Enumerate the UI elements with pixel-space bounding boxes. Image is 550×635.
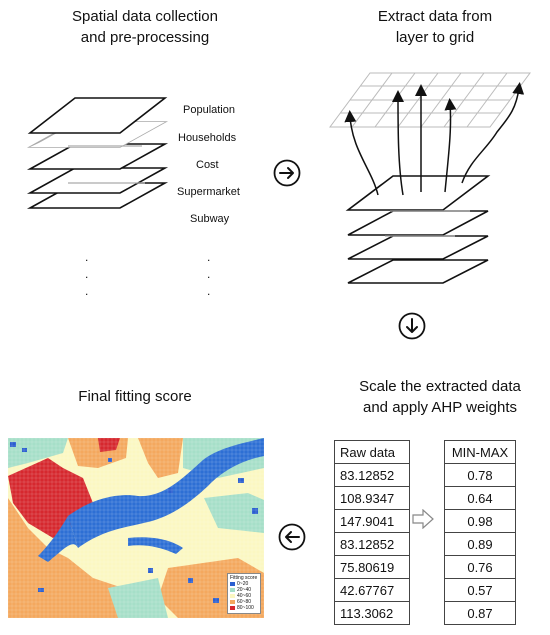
legend-swatch	[230, 588, 235, 592]
right-hollow-arrow-icon	[412, 509, 434, 529]
collection-title-line2: and pre-processing	[80, 29, 210, 46]
minmax-cell: 0.76	[445, 556, 516, 579]
continuation-dots-right: . . .	[207, 250, 211, 298]
left-arrow-icon	[278, 523, 306, 551]
scale-title-line1: Scale the extracted data	[359, 378, 521, 395]
minmax-header: MIN-MAX	[445, 441, 516, 464]
minmax-row	[445, 464, 516, 487]
map-legend	[227, 573, 261, 614]
extract-title-line1: Extract data from	[377, 8, 493, 25]
raw-data-row	[335, 487, 410, 510]
right-arrow-icon	[273, 159, 301, 187]
minmax-row	[445, 510, 516, 533]
raw-data-row	[335, 579, 410, 602]
raw-data-row	[335, 510, 410, 533]
minmax-header-row	[445, 441, 516, 464]
legend-swatch	[230, 582, 235, 586]
final-title	[40, 386, 230, 407]
legend-swatch	[230, 594, 235, 598]
raw-data-cell: 42.67767	[335, 579, 410, 602]
raw-data-body	[335, 441, 410, 625]
raw-data-row	[335, 602, 410, 625]
minmax-cell: 0.64	[445, 487, 516, 510]
raw-data-header: Raw data	[335, 441, 410, 464]
fitting-score-map	[8, 438, 264, 618]
legend-items	[230, 581, 258, 611]
raw-data-cell: 113.3062	[335, 602, 410, 625]
minmax-table	[444, 440, 516, 625]
layer-label-cost: Cost	[196, 159, 219, 171]
raw-data-header-row	[335, 441, 410, 464]
raw-data-row	[335, 464, 410, 487]
scale-title	[325, 376, 550, 418]
raw-data-row	[335, 556, 410, 579]
layer-label-households: Households	[178, 132, 237, 144]
target-grid	[330, 73, 530, 127]
raw-data-row	[335, 533, 410, 556]
layer-label-subway: Subway	[190, 213, 230, 225]
minmax-row	[445, 533, 516, 556]
minmax-cell: 0.57	[445, 579, 516, 602]
layer-label-population: Population	[183, 104, 235, 116]
legend-label: 60~80	[237, 599, 252, 605]
legend-swatch	[230, 600, 235, 604]
raw-data-cell: 83.12852	[335, 464, 410, 487]
down-arrow-icon	[398, 312, 426, 340]
extract-layer-stack	[348, 176, 488, 283]
raw-data-cell: 147.9041	[335, 510, 410, 533]
minmax-row	[445, 579, 516, 602]
minmax-cell: 0.87	[445, 602, 516, 625]
collection-title-line1: Spatial data collection	[72, 8, 218, 25]
raw-data-cell: 75.80619	[335, 556, 410, 579]
raw-data-table	[334, 440, 410, 625]
extract-title-line2: layer to grid	[395, 29, 475, 46]
minmax-row	[445, 602, 516, 625]
minmax-cell: 0.98	[445, 510, 516, 533]
minmax-cell: 0.89	[445, 533, 516, 556]
legend-label: 0~20	[237, 581, 249, 587]
final-title-line: Final fitting score	[78, 388, 192, 405]
scale-title-line2: and apply AHP weights	[363, 399, 517, 416]
raw-data-cell: 108.9347	[335, 487, 410, 510]
raw-data-cell: 83.12852	[335, 533, 410, 556]
legend-label: 20~40	[237, 587, 252, 593]
legend-swatch	[230, 606, 235, 610]
minmax-cell: 0.78	[445, 464, 516, 487]
legend-label: 80~100	[237, 605, 254, 611]
legend-label: 40~60	[237, 593, 252, 599]
continuation-dots-left: . . .	[85, 250, 89, 298]
minmax-row	[445, 487, 516, 510]
layer-label-supermarket: Supermarket	[177, 186, 240, 198]
layer-stack	[30, 98, 165, 208]
legend-item	[230, 605, 258, 611]
minmax-row	[445, 556, 516, 579]
legend-title: Fitting score	[230, 575, 258, 581]
minmax-body	[445, 441, 516, 625]
